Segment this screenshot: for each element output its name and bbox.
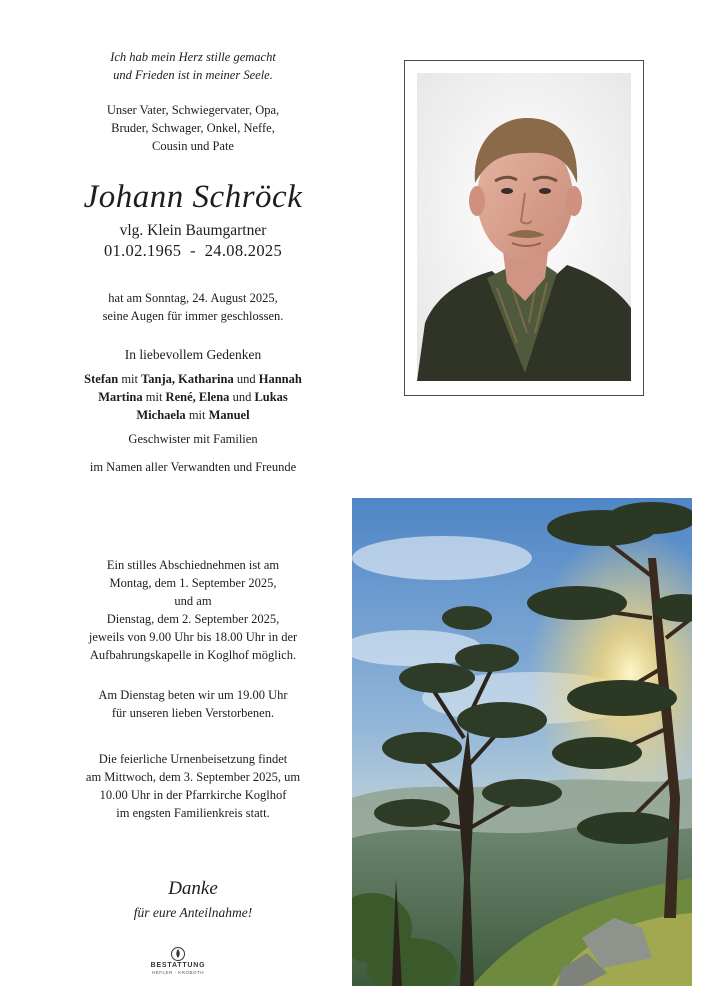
family-row xyxy=(20,388,366,406)
family-row xyxy=(20,406,366,424)
family-name: Martina xyxy=(98,390,143,404)
logo-main-text: BESTATTUNG xyxy=(150,962,206,969)
funeral-home-logo xyxy=(135,946,221,980)
relations-text xyxy=(40,101,346,155)
prayer-line-2: für unseren lieben Verstorbenen. xyxy=(111,706,275,720)
family-row xyxy=(20,370,366,388)
candle-flame-icon xyxy=(170,946,186,962)
urn-burial-info xyxy=(30,750,356,822)
death-notice xyxy=(40,289,346,325)
landscape-image xyxy=(352,498,692,986)
portrait-frame xyxy=(404,60,644,396)
family-connector: mit xyxy=(185,408,209,422)
death-notice-line-2: seine Augen für immer geschlossen. xyxy=(102,309,284,323)
family-connector: und xyxy=(229,390,255,404)
siblings-line: Geschwister mit Familien xyxy=(128,432,258,446)
farewell-line-6: Aufbahrungskapelle in Koglhof möglich. xyxy=(89,648,297,662)
family-connector: und xyxy=(233,372,259,386)
farewell-line-5: jeweils von 9.00 Uhr bis 18.00 Uhr in der xyxy=(88,630,298,644)
life-dates: 01.02.1965 - 24.08.2025 xyxy=(104,241,282,260)
death-notice-line-1: hat am Sonntag, 24. August 2025, xyxy=(108,291,278,305)
family-name: Manuel xyxy=(208,408,250,422)
landscape-photo xyxy=(352,498,692,986)
relatives-line: im Namen aller Verwandten und Freunde xyxy=(89,460,297,474)
urn-line-2: am Mittwoch, dem 3. September 2025, um xyxy=(85,770,301,784)
relations-line-1: Unser Vater, Schwiegervater, Opa, xyxy=(106,103,280,117)
urn-line-4: im engsten Familienkreis statt. xyxy=(116,806,270,820)
quote-line-2: und Frieden ist in meiner Seele. xyxy=(113,68,273,82)
farewell-line-3: und am xyxy=(174,594,212,608)
farewell-line-2: Montag, dem 1. September 2025, xyxy=(109,576,277,590)
family-list xyxy=(20,370,366,424)
deceased-name: Johann Schröck xyxy=(83,179,303,215)
deceased-vulgo: vlg. Klein Baumgartner xyxy=(119,222,267,239)
farewell-line-4: Dienstag, dem 2. September 2025, xyxy=(106,612,280,626)
relations-line-3: Cousin und Pate xyxy=(152,139,234,153)
urn-line-3: 10.00 Uhr in der Pfarrkirche Koglhof xyxy=(99,788,287,802)
family-connector: mit xyxy=(142,390,166,404)
relations-line-2: Bruder, Schwager, Onkel, Neffe, xyxy=(111,121,275,135)
family-connector: mit xyxy=(118,372,142,386)
logo-sub-text: HEFLER · KROBOTH xyxy=(151,970,204,975)
thanks-subtitle: für eure Anteilnahme! xyxy=(133,905,253,920)
urn-line-1: Die feierliche Urnenbeisetzung findet xyxy=(98,752,288,766)
family-name: Hannah xyxy=(258,372,302,386)
prayer-line-1: Am Dienstag beten wir um 19.00 Uhr xyxy=(98,688,288,702)
family-name: René, Elena xyxy=(165,390,230,404)
family-name: Lukas xyxy=(254,390,288,404)
farewell-info xyxy=(30,556,356,664)
prayer-info xyxy=(30,686,356,722)
family-name: Michaela xyxy=(136,408,186,422)
portrait-photo xyxy=(417,73,631,381)
family-name: Tanja, Katharina xyxy=(141,372,234,386)
portrait-image xyxy=(417,73,631,381)
quote-line-1: Ich hab mein Herz stille gemacht xyxy=(110,50,276,64)
opening-quote xyxy=(40,48,346,84)
family-name: Stefan xyxy=(84,372,119,386)
farewell-line-1: Ein stilles Abschiednehmen ist am xyxy=(106,558,280,572)
thanks-title: Danke xyxy=(168,878,218,899)
memory-heading: In liebevollem Gedenken xyxy=(124,347,262,362)
